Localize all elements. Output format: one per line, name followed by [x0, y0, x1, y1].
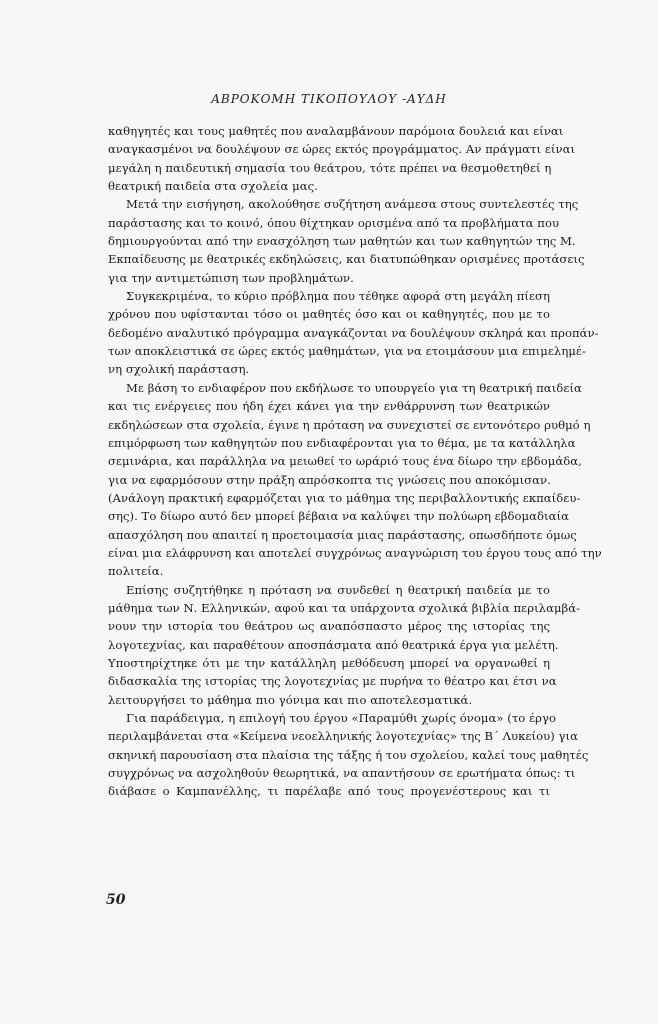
text-line: Υποστηρίχτηκε ότι με την κατάλληλη μεθόδευση μπορεί να οργανωθεί η: [108, 655, 550, 670]
text-line: επιμόρφωση των καθηγητών που ενδιαφέρονται για το θέμα, με τα κατάλληλα: [108, 435, 576, 450]
text-line: διάβασε ο Καμπανέλλης, τι παρέλαβε από τους προγενέστερους και τι: [108, 784, 550, 799]
text-line: διδασκαλία της ιστορίας της λογοτεχνίας με πυρήνα το θέατρο και έτσι να: [108, 674, 557, 689]
text-line: λειτουργήσει το μάθημα πιο γόνιμα και πιο αποτελεσματικά.: [108, 692, 473, 707]
text-line: νουν την ιστορία του θεάτρου ως αναπόσπαστο μέρος της ιστορίας της: [108, 619, 550, 634]
text-line: δημιουργούνται από την ενασχόληση των μαθητών και των καθηγητών της Μ.: [108, 234, 576, 249]
text-line: νη σχολική παράσταση.: [108, 362, 250, 377]
body-text: [108, 122, 602, 801]
text-line: απασχόληση που απαιτεί η προετοιμασία μιας παράστασης, οπωσδήποτε όμως: [108, 527, 577, 542]
text-line: σεμινάρια, και παράλληλα να μειωθεί το ωράριό τους ένα δίωρο την εβδομάδα,: [108, 454, 582, 469]
text-line: είναι μια ελάφρυνση και αποτελεί συγχρόνως αναγνώριση του έργου τους από την: [108, 545, 602, 560]
text-line: λογοτεχνίας, και παραθέτουν αποσπάσματα από θεατρικά έργα για μελέτη.: [108, 637, 559, 652]
text-line: συγχρόνως να ασχοληθούν θεωρητικά, να απαντήσουν σε ερωτήματα όπως: τι: [108, 766, 576, 781]
text-line: και τις ενέργειες που ήδη έχει κάνει για την ενθάρρυνση των θεατρικών: [108, 399, 550, 414]
text-line: (Ανάλογη πρακτική εφαρμόζεται για το μάθημα της περιβαλλοντικής εκπαίδευ-: [108, 490, 581, 505]
text-line: των αποκλειστικά σε ώρες εκτός μαθημάτων, για να ετοιμάσουν μια επιμελημέ-: [108, 344, 586, 359]
text-line: για την αντιμετώπιση των προβλημάτων.: [108, 270, 354, 285]
text-line: θεατρική παιδεία στα σχολεία μας.: [108, 179, 318, 194]
text-line: μάθημα των Ν. Ελληνικών, αφού και τα υπάρχοντα σχολικά βιβλία περιλαμβά-: [108, 600, 581, 615]
text-line: καθηγητές και τους μαθητές που αναλαμβάνουν παρόμοια δουλειά και είναι: [108, 124, 564, 138]
paragraph-first-line: Με βάση το ενδιαφέρον που εκδήλωσε το υπουργείο για τη θεατρική παιδεία: [126, 380, 582, 395]
text-line: δεδομένο αναλυτικό πρόγραμμα αναγκάζονται να δουλέψουν σκληρά και προπάν-: [108, 325, 599, 340]
page-number: 50: [106, 892, 126, 908]
text-line: Εκπαίδευσης με θεατρικές εκδηλώσεις, και διατυπώθηκαν ορισμένες προτάσεις: [108, 252, 585, 267]
paragraph-first-line: Επίσης συζητήθηκε η πρόταση να συνδεθεί η θεατρική παιδεία με το: [126, 582, 550, 597]
text-line: μεγάλη η παιδευτική σημασία του θεάτρου, τότε πρέπει να θεσμοθετηθεί η: [108, 160, 552, 175]
text-line: χρόνου που υφίστανται τόσο οι μαθητές όσο και οι καθηγητές, που με το: [108, 307, 550, 322]
text-line: σης). Το δίωρο αυτό δεν μπορεί βέβαια να καλύψει την πολύωρη εβδομαδιαία: [108, 509, 569, 524]
paragraph-first-line: Συγκεκριμένα, το κύριο πρόβλημα που τέθηκε αφορά στη μεγάλη πίεση: [126, 289, 550, 304]
running-head: ΑΒΡΟΚΟΜΗ ΤΙΚΟΠΟΥΛΟΥ -ΑΥΔΗ: [211, 92, 447, 106]
paragraph-first-line: Για παράδειγμα, η επιλογή του έργου «Παραμύθι χωρίς όνομα» (το έργο: [126, 711, 557, 725]
text-line: για να εφαρμόσουν στην πράξη απρόσκοπτα τις γνώσεις που αποκόμισαν.: [108, 472, 551, 487]
text-line: περιλαμβάνεται στα «Κείμενα νεοελληνικής λογοτεχνίας» της Β΄ Λυκείου) για: [108, 729, 578, 744]
text-line: εκδηλώσεων στα σχολεία, έγινε η πρόταση να συνεχιστεί σε εντονότερο ρυθμό η: [108, 417, 591, 432]
text-line: παράστασης και το κοινό, όπου θίχτηκαν ορισμένα από τα προβλήματα που: [108, 215, 560, 230]
paragraph-first-line: Μετά την εισήγηση, ακολούθησε συζήτηση ανάμεσα στους συντελεστές της: [126, 197, 579, 212]
text-line: αναγκασμένοι να δουλέψουν σε ώρες εκτός προγράμματος. Αν πράγματι είναι: [108, 142, 576, 157]
text-line: πολιτεία.: [108, 564, 164, 579]
text-line: σκηνική παρουσίαση στα πλαίσια της τάξης ή του σχολείου, καλεί τους μαθητές: [108, 747, 589, 762]
